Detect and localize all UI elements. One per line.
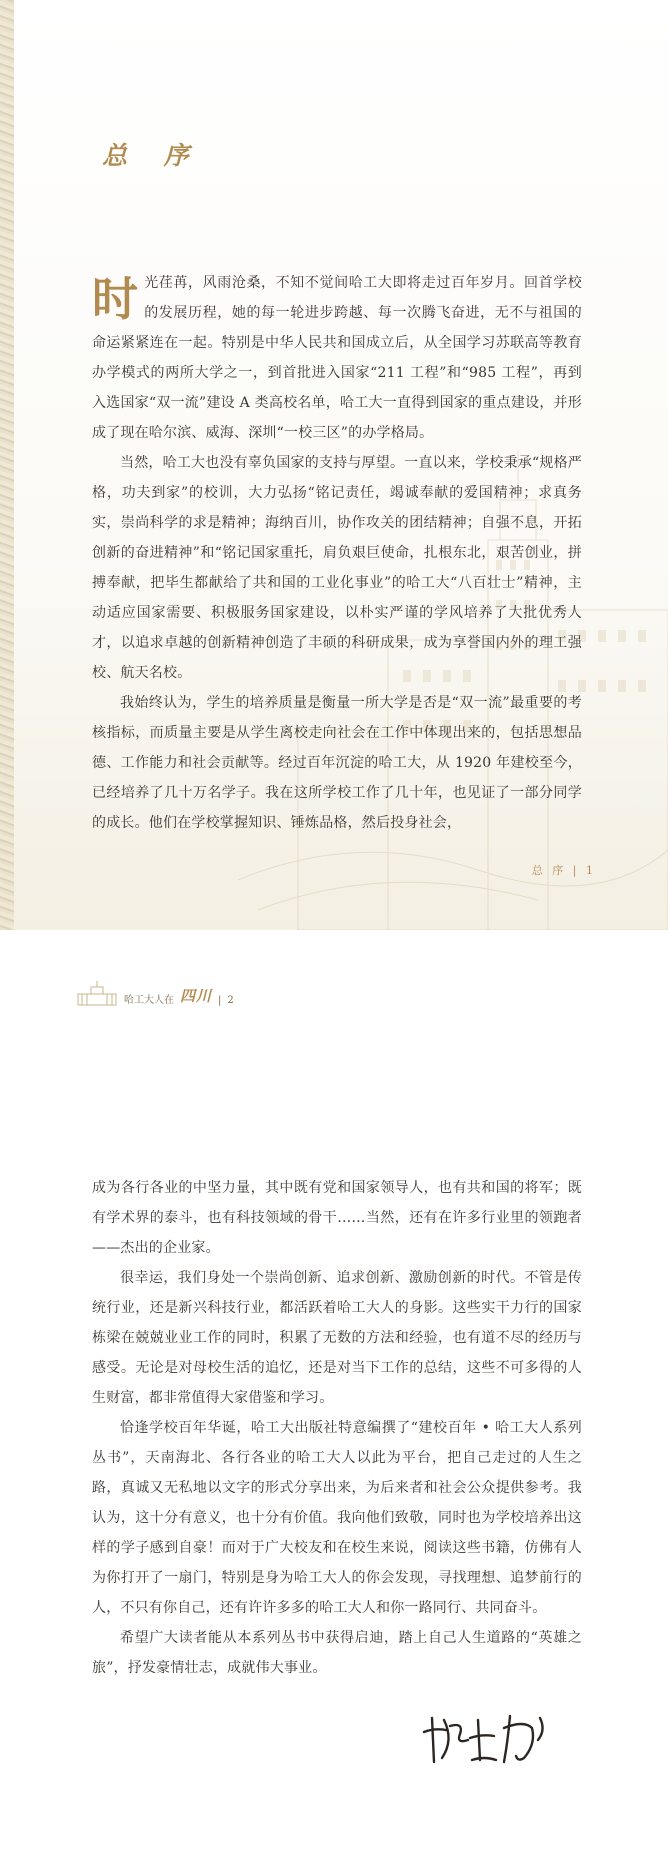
paragraph: 我始终认为，学生的培养质量是衡量一所大学是否是“双一流”最重要的考核指标，而质量主要是从学生离校走向社会在工作中体现出来的，包括思想品德、工作能力和社会贡献等。经过百年沉淀的哈工大，从 1920 年建校至今，已经培养了几十万名学子。我在这所学校工作了几十年，也见证了一部分同学的成长。他们在学校掌握知识、锤炼品格，然后投身社会， — [92, 695, 582, 831]
handwritten-signature — [420, 1700, 560, 1770]
body-text — [92, 268, 582, 838]
drop-cap: 时 — [92, 272, 139, 326]
footer-label: 总 序 — [531, 864, 567, 877]
paragraph: 很幸运，我们身处一个崇尚创新、追求创新、激励创新的时代。不管是传统行业，还是新兴科技行业，都活跃着哈工大人的身影。这些实干力行的国家栋梁在兢兢业业工作的同时，积累了无数的方法和经验，也有道不尽的经历与感受。无论是对母校生活的追忆，还是对当下工作的总结，这些不可多得的人生财富，都非常值得大家借鉴和学习。 — [92, 1270, 582, 1406]
paragraph — [92, 268, 582, 448]
paragraph: 成为各行各业的中坚力量，其中既有党和国家领导人，也有共和国的将军；既有学术界的泰斗，也有科技领域的骨干……当然，还有在许多行业里的领跑者——杰出的企业家。 — [92, 1180, 582, 1256]
page-footer: 总 序 | 1 — [531, 864, 596, 877]
page-number: 1 — [586, 864, 596, 877]
series-place: 四川 — [180, 987, 213, 1005]
paragraph: 希望广大读者能从本系列丛书中获得启迪，踏上自己人生道路的“英雄之旅”，抒发豪情壮志，成就伟大事业。 — [92, 1630, 582, 1676]
body-text — [92, 1173, 582, 1683]
page-two — [0, 930, 668, 1858]
running-header: 哈工大人在 四川 | 2 — [76, 980, 234, 1006]
section-title: 总 序 — [102, 141, 203, 170]
decorative-border — [0, 0, 14, 930]
paragraph: 当然，哈工大也没有辜负国家的支持与厚望。一直以来，学校秉承“规格严格，功夫到家”的校训，大力弘扬“铭记责任，竭诚奉献的爱国精神；求真务实，崇尚科学的求是精神；海纳百川，协作攻关的团结精神；自强不息，开拓创新的奋进精神”和“铭记国家重托，肩负艰巨使命，扎根东北，艰苦创业，拼搏奉献，把毕生都献给了共和国的工业化事业”的哈工大“八百壮士”精神，主动适应国家需要、积极服务国家建设，以朴实严谨的学风培养了大批优秀人才，以追求卓越的创新精神创造了丰硕的科研成果，成为享誉国内外的理工强校、航天名校。 — [92, 455, 582, 681]
paragraph-text: 光荏苒，风雨沧桑，不知不觉间哈工大即将走过百年岁月。回首学校的发展历程，她的每一轮进步跨越、每一次腾飞奋进，无不与祖国的命运紧紧连在一起。特别是中华人民共和国成立后，从全国学习苏联高等教育办学模式的两所大学之一，到首批进入国家“211 工程”和“985 工程”，再到入选国家“双一流”建设 A 类高校名单，哈工大一直得到国家的重点建设，并形成了现在哈尔滨、威海、深圳“一校三区”的办学格局。 — [92, 275, 582, 441]
building-icon — [76, 980, 118, 1006]
page-number: 2 — [227, 995, 234, 1006]
paragraph: 恰逢学校百年华诞，哈工大出版社特意编撰了“建校百年 • 哈工大人系列丛书”，天南海北、各行各业的哈工大人以此为平台，把自己走过的人生之路，真诚又无私地以文字的形式分享出来，为后来者和社会公众提供参考。我认为，这十分有意义，也十分有价值。我向他们致敬，同时也为学校培养出这样的学子感到自豪！而对于广大校友和在校生来说，阅读这些书籍，仿佛有人为你打开了一扇门，特别是身为哈工大人的你会发现，寻找理想、追梦前行的人，不只有你自己，还有许许多多的哈工大人和你一路同行、共同奋斗。 — [92, 1420, 582, 1616]
series-title: 哈工大人在 — [124, 995, 174, 1006]
